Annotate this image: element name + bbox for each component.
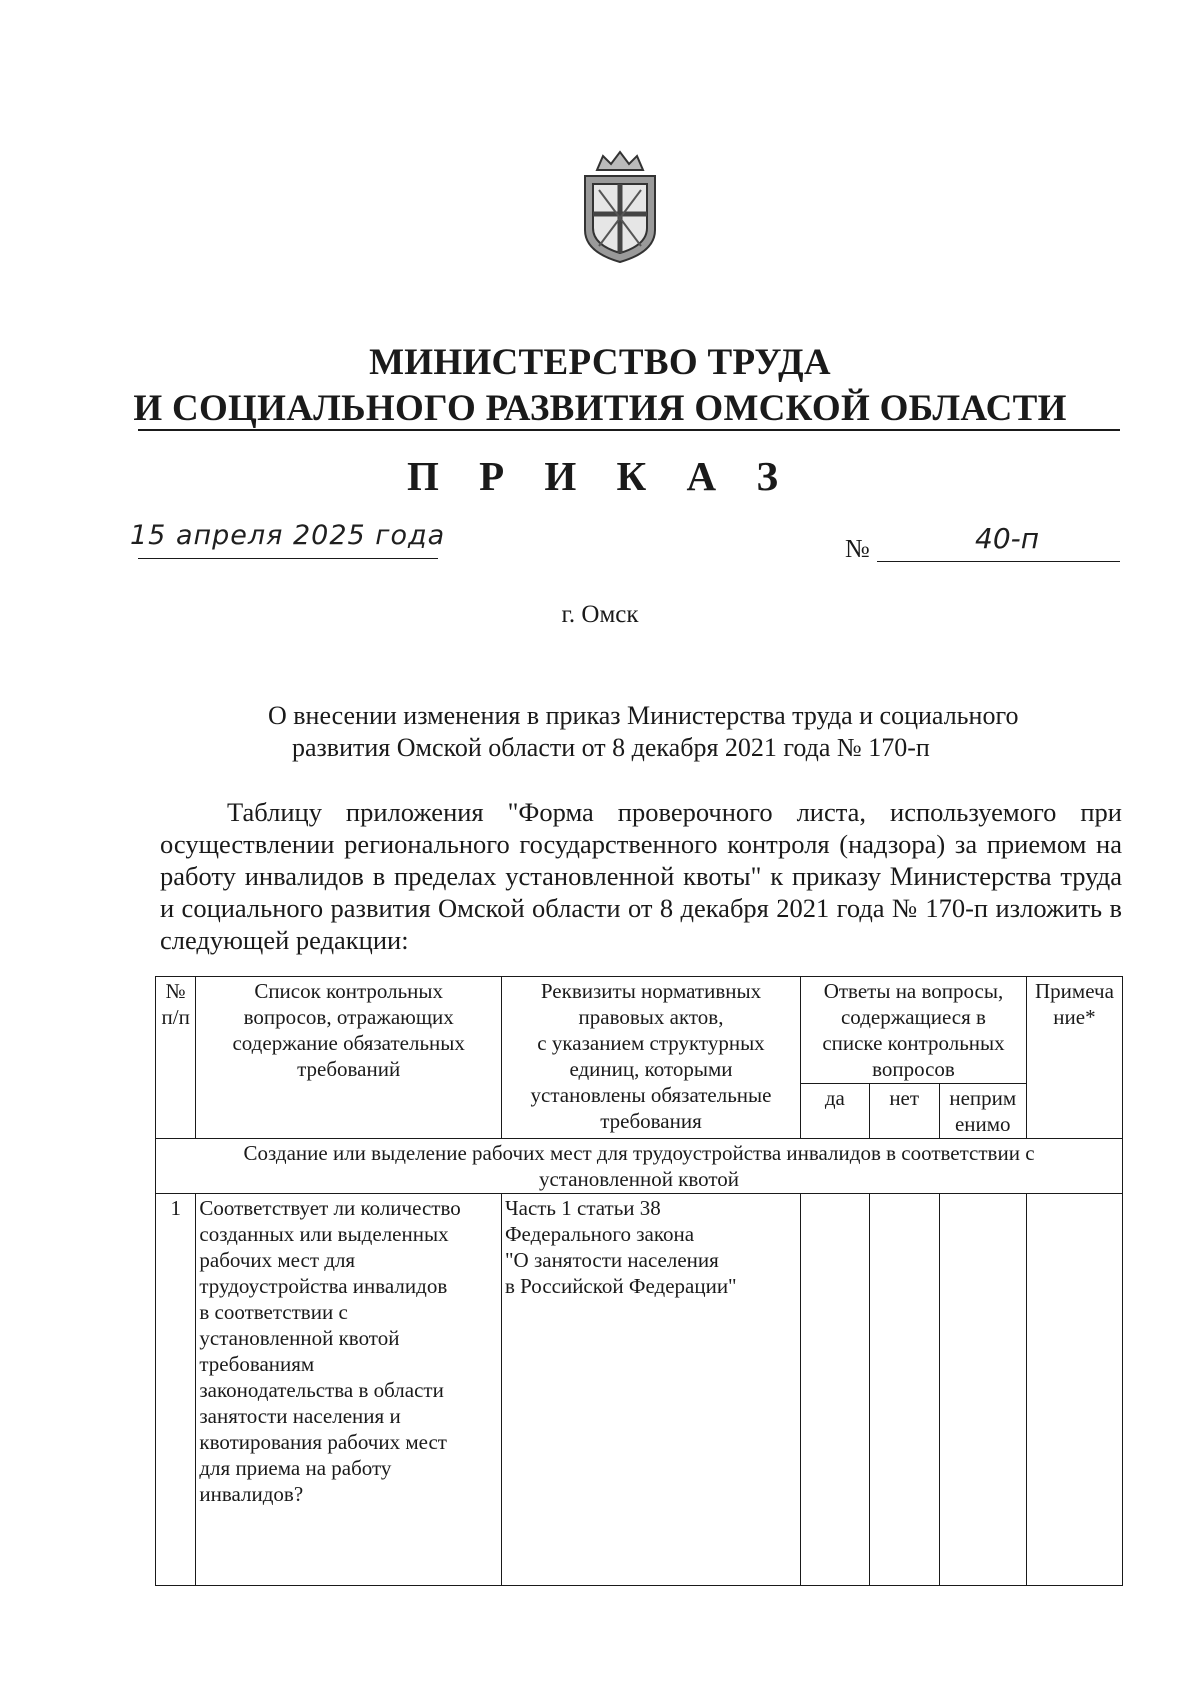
checklist-table [155,976,1123,1586]
document-type-title: П Р И К А З [406,453,794,499]
coat-of-arms-emblem [577,148,663,264]
header-questions: Список контрольных вопросов, отражающих содержание обязательных требований [196,977,502,1139]
order-subject [268,700,1088,764]
header-acts: Реквизиты нормативных правовых актов, с указанием структурных единиц, которыми установлены обязательные требования [501,977,800,1139]
ministry-name-line2: И СОЦИАЛЬНОГО РАЗВИТИЯ ОМСКОЙ ОБЛАСТИ [133,388,1067,429]
date-underline [138,558,438,559]
city: г. Омск [561,601,639,628]
row-note [1026,1194,1122,1586]
table-row [156,1194,1123,1586]
order-date: 15 апреля 2025 года [130,520,446,551]
row-answer-na [939,1194,1026,1586]
row-act: Часть 1 статьи 38 Федерального закона "О занятости населения в Российской Федерации" [501,1194,800,1586]
header-num: № п/п [156,977,196,1139]
header-divider [138,429,1120,431]
header-not-applicable: неприм енимо [939,1084,1026,1139]
section-title: Создание или выделение рабочих мест для трудоустройства инвалидов в соответствии с установленной квотой [156,1139,1123,1194]
number-underline [877,561,1120,562]
table-header-row [156,977,1123,1084]
header-notes: Примеча ние* [1026,977,1122,1139]
body-paragraph: Таблицу приложения "Форма проверочного листа, используемого при осуществлении регионального государственного контроля (надзора) за приемом на работу инвалидов в пределах установленной квоты" к приказу Министерства труда и социального развития Омской области от 8 декабря 2021 года № 170-п изложить в следующей редакции: [160,797,1122,955]
row-answer-yes [801,1194,870,1586]
row-answer-no [869,1194,939,1586]
number-label: № [845,534,870,563]
order-number: 40-п [975,522,1040,555]
row-num: 1 [156,1194,196,1586]
ministry-name-line1: МИНИСТЕРСТВО ТРУДА [369,342,831,383]
row-question: Соответствует ли количество созданных или выделенных рабочих мест для трудоустройства инвалидов в соответствии с установленной квотой требованиям законодательства в области занятости населения и квотирования рабочих мест для приема на работу инвалидов? [196,1194,502,1586]
section-row [156,1139,1123,1194]
header-no: нет [869,1084,939,1139]
subject-line1: О внесении изменения в приказ Министерства труда и социального [268,701,1019,730]
header-answers: Ответы на вопросы, содержащиеся в списке контрольных вопросов [801,977,1027,1084]
header-yes: да [801,1084,870,1139]
subject-line2: развития Омской области от 8 декабря 2021 года № 170-п [292,733,930,762]
